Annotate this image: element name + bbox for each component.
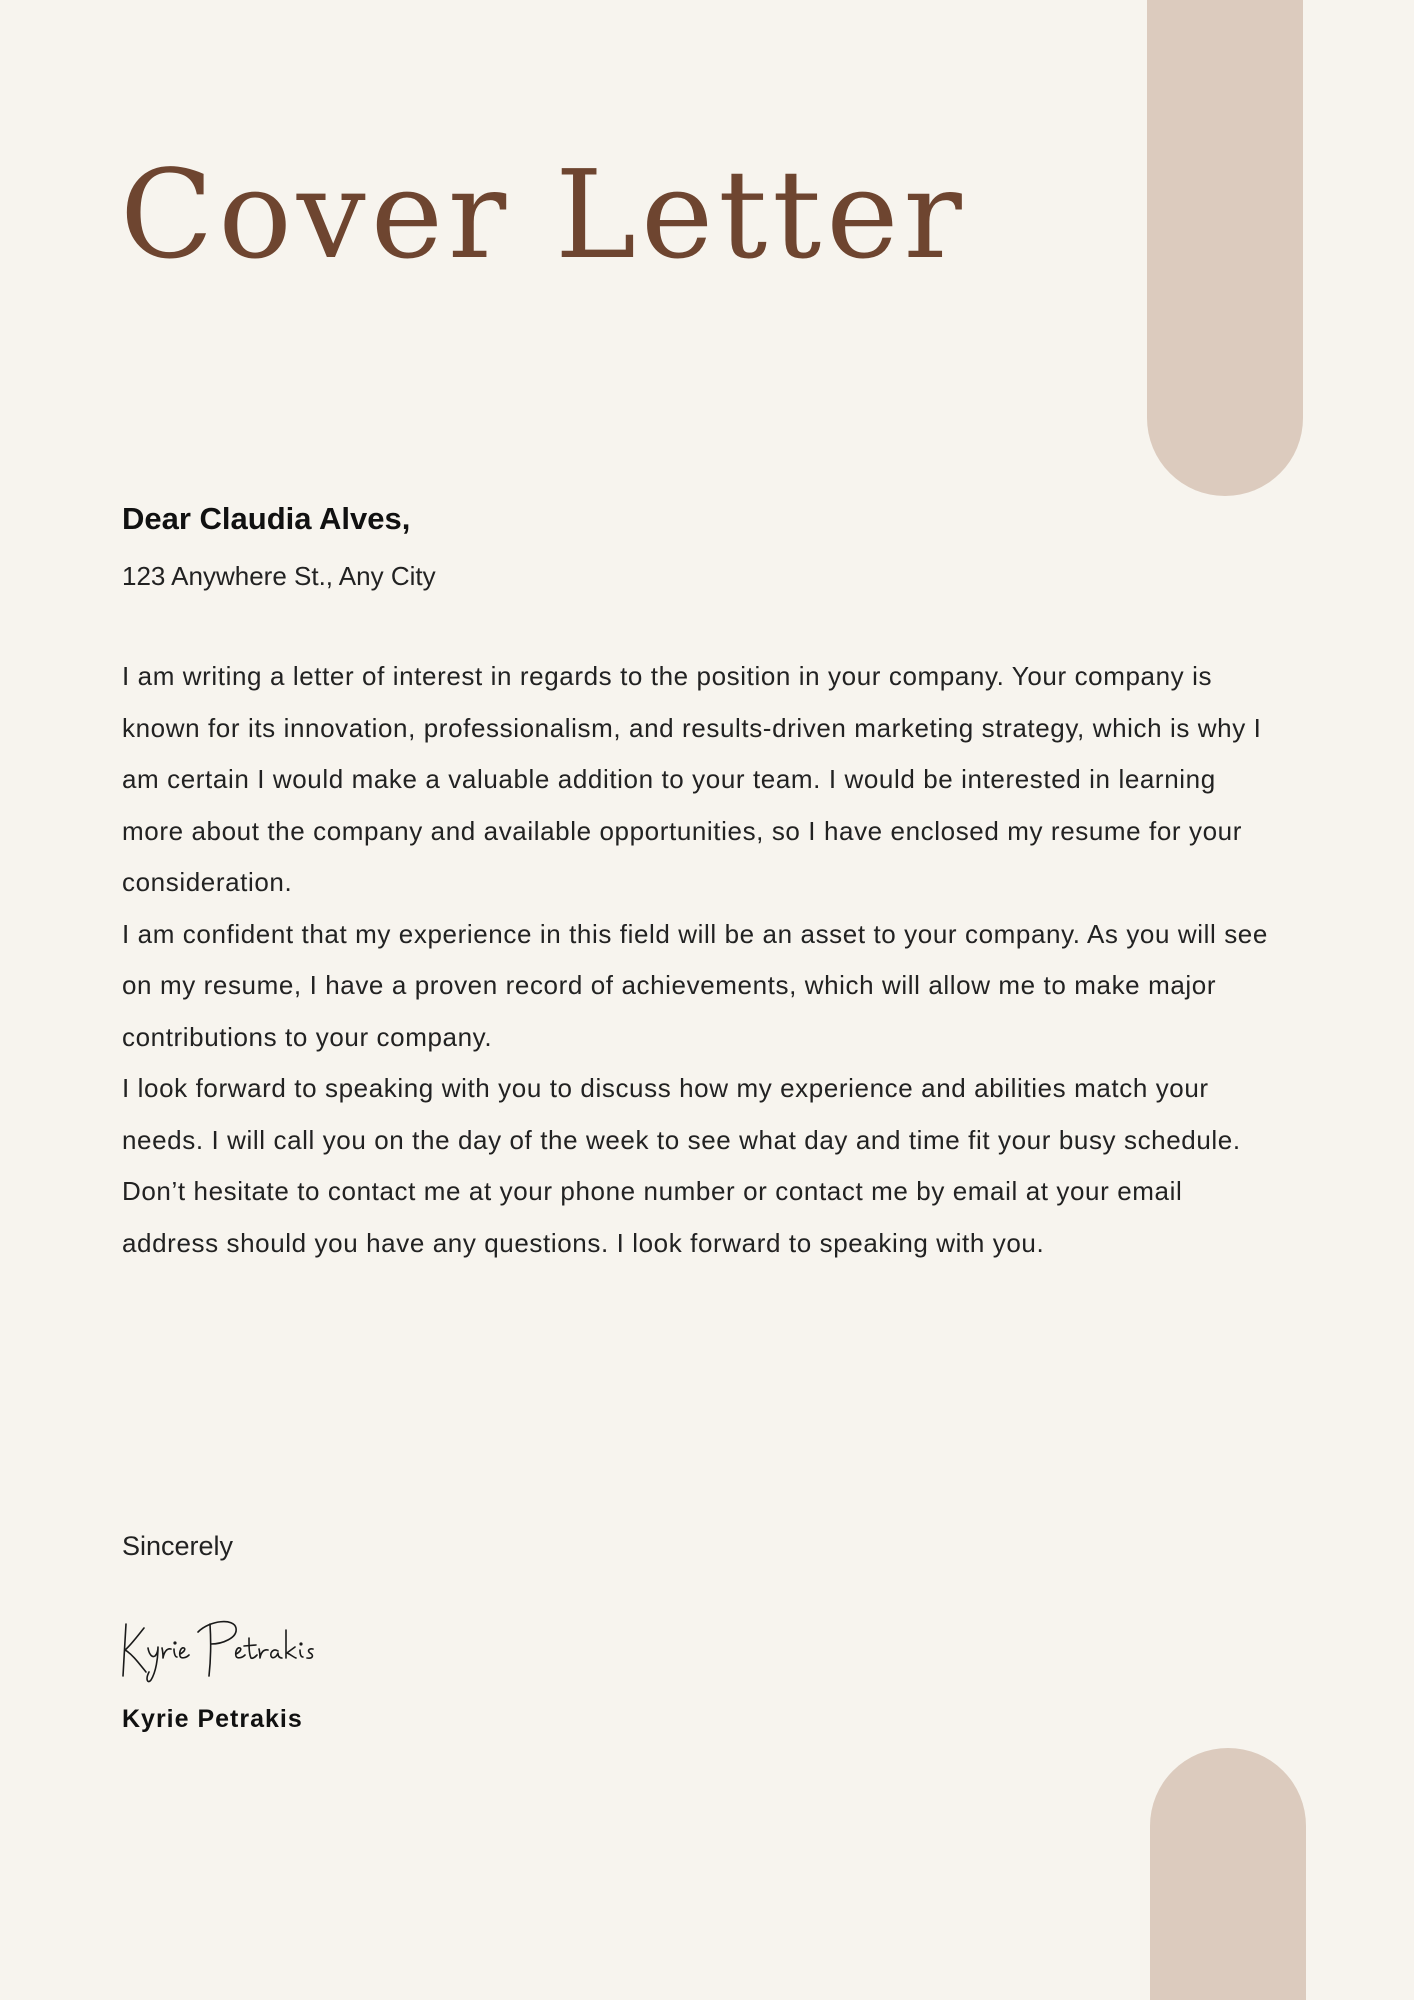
body-paragraph: I am confident that my experience in this field will be an asset to your company. As you will see on my resume, I have a proven record of achievements, which will allow me to make major contributions to your company. <box>122 918 1268 1052</box>
body-paragraph: I am writing a letter of interest in regards to the position in your company. Your company is known for its innovation, professionalism, and results-driven marketing strategy, which is why I am certain I would make a valuable addition to your team. I would be interested in learning more about the company and available opportunities, so I have enclosed my resume for your consideration. <box>122 661 1262 897</box>
handwritten-signature <box>118 1614 338 1684</box>
recipient-address: 123 Anywhere St., Any City <box>122 561 436 591</box>
signer-name: Kyrie Petrakis <box>122 1705 303 1733</box>
body-paragraph: I look forward to speaking with you to discuss how my experience and abilities match your needs. I will call you on the day of the week to see what day and time fit your busy schedule. Don’t hesitate to contact me at your phone number or contact me by email at your email address should you have any questions. I look forward to speaking with you. <box>122 1073 1241 1258</box>
letter-title: Cover Letter <box>120 144 967 286</box>
decorative-pill-bottom <box>1150 1748 1306 2000</box>
salutation: Dear Claudia Alves, <box>122 501 411 536</box>
decorative-pill-top <box>1147 0 1303 496</box>
letter-body <box>122 651 1272 1269</box>
closing: Sincerely <box>122 1531 234 1561</box>
